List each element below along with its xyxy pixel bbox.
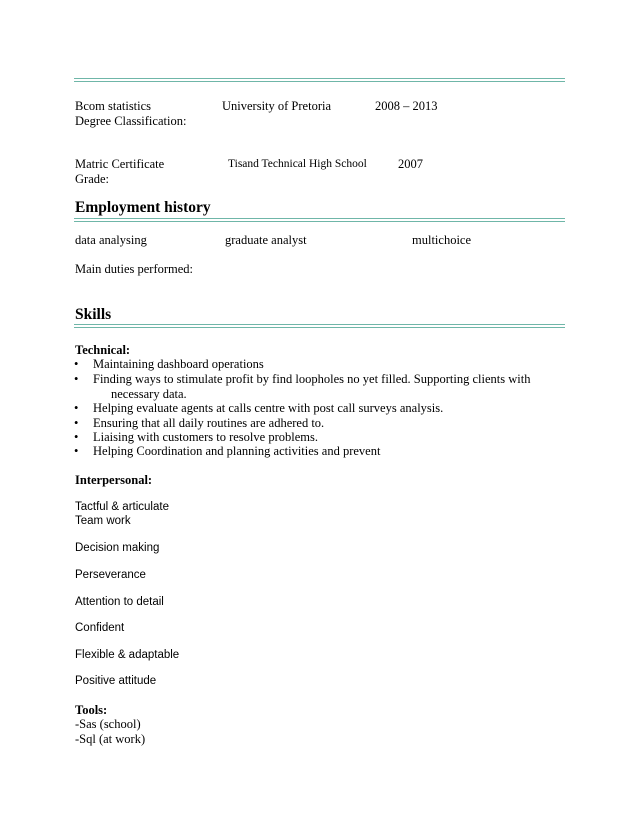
interpersonal-item: Confident [75,622,125,634]
bullet: • [74,372,79,386]
interpersonal-label: Interpersonal: [75,473,153,487]
bullet: • [74,401,79,415]
technical-item-text: Finding ways to stimulate profit by find loopholes no yet filled. Supporting clients with [93,372,531,386]
employment-duties-label: Main duties performed: [75,262,194,276]
interpersonal-item: Tactful & articulate [75,501,169,513]
technical-label: Technical: [75,343,131,357]
employment-employer: multichoice [412,233,472,247]
bullet: • [74,444,79,458]
interpersonal-item: Attention to detail [75,596,164,608]
education-institution: Tisand Technical High School [228,158,367,170]
technical-item-text: Liaising with customers to resolve problems. [93,430,318,444]
skills-heading: Skills [75,306,112,323]
education-qualification: Matric Certificate [75,157,165,171]
technical-item-text: Helping Coordination and planning activities and prevent [93,444,381,458]
education-qualification: Bcom statistics [75,99,152,113]
bullet: • [74,357,79,371]
technical-item-text: Helping evaluate agents at calls centre with post call surveys analysis. [93,401,444,415]
education-detail: Grade: [75,172,110,186]
interpersonal-item: Positive attitude [75,675,157,687]
interpersonal-item: Team work [75,515,131,527]
technical-item-text: Ensuring that all daily routines are adhered to. [93,416,325,430]
education-years: 2008 – 2013 [375,99,438,113]
employment-title: graduate analyst [225,233,307,247]
bullet: • [74,416,79,430]
technical-item-continuation: necessary data. [111,387,187,401]
bullet: • [74,430,79,444]
tools-item: -Sas (school) [75,717,141,731]
education-detail: Degree Classification: [75,114,187,128]
interpersonal-item: Decision making [75,542,160,554]
employment-role-area: data analysing [75,233,147,247]
interpersonal-item: Perseverance [75,569,146,581]
technical-item-text: Maintaining dashboard operations [93,357,264,371]
interpersonal-item: Flexible & adaptable [75,649,180,661]
education-institution: University of Pretoria [222,99,332,113]
tools-label: Tools: [75,703,108,717]
section-divider [74,218,565,222]
education-years: 2007 [398,157,423,171]
section-divider [74,324,565,328]
employment-heading: Employment history [75,199,211,216]
tools-item: -Sql (at work) [75,732,146,746]
section-divider [74,78,565,82]
